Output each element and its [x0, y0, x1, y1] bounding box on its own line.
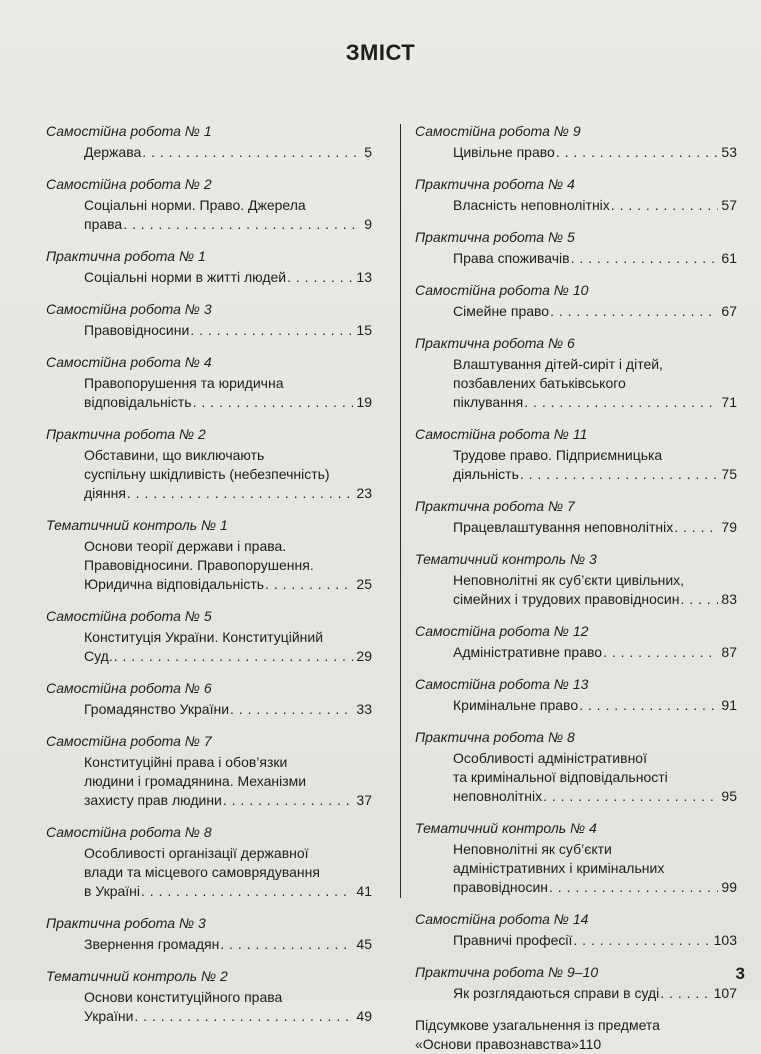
toc-entry-title-line: неповнолітніх [453, 788, 543, 804]
toc-section [415, 281, 737, 321]
toc-section-header: Практична робота № 2 [46, 426, 206, 442]
toc-entry [453, 143, 737, 162]
toc-section [415, 1016, 737, 1054]
toc-section-header: Самостійна робота № 14 [415, 911, 589, 927]
toc-entry-title-line: суспільну шкідливість (небезпечність) [84, 466, 330, 482]
toc-entry-last-line [453, 696, 737, 715]
toc-entry-last-line [453, 302, 737, 321]
dot-leader [223, 791, 354, 810]
toc-entry-title-line: відповідальність [84, 394, 192, 410]
toc-entry-title-line: Суд. [84, 648, 113, 664]
toc-entry-title-line: Трудове право. Підприємницька [453, 447, 663, 463]
dot-leader [573, 931, 710, 950]
toc-entry-last-line [84, 321, 372, 340]
page-title: ЗМІСТ [345, 40, 416, 65]
toc-section [46, 823, 372, 901]
toc-page-number: 5 [364, 144, 372, 160]
dot-leader [550, 302, 718, 321]
dot-leader [134, 1007, 353, 1026]
toc-entry [84, 143, 372, 162]
toc-page-number: 37 [356, 792, 372, 808]
toc-entry-last-line [453, 393, 737, 412]
toc-page-number: 67 [721, 303, 737, 319]
toc-entry-title-line: права [84, 216, 123, 232]
toc-entry-title-line: України [84, 1008, 134, 1024]
toc-section-header: Самостійна робота № 7 [46, 733, 212, 749]
dot-leader [524, 393, 718, 412]
toc-right-column [415, 122, 737, 1052]
toc-entry-last-line [84, 484, 372, 503]
toc-entry-title-line: Цивільне право [453, 144, 555, 160]
toc-page-number: 103 [713, 932, 737, 948]
toc-section-header: Самостійна робота № 3 [46, 301, 212, 317]
toc-entry-title-line: Підсумкове узагальнення із предмета [415, 1017, 660, 1033]
toc-page-number: 49 [356, 1008, 372, 1024]
dot-leader [123, 215, 361, 234]
toc-page-number: 87 [721, 644, 737, 660]
toc-entry-title-line: Основи теорії держави і права. [84, 538, 287, 554]
toc-section [46, 300, 372, 340]
toc-page-number: 75 [721, 466, 737, 482]
toc-section-header: Практична робота № 1 [46, 248, 206, 264]
toc-section [415, 122, 737, 162]
toc-entry-last-line [84, 791, 372, 810]
toc-section-header: Практична робота № 5 [415, 229, 575, 245]
toc-entry-last-line [453, 984, 737, 1003]
toc-page-number: 15 [356, 322, 372, 338]
dot-leader [114, 647, 354, 666]
dot-leader [193, 393, 354, 412]
dot-leader [142, 143, 361, 162]
toc-entry-title-line: Особливості організації державної [84, 845, 309, 861]
toc-entry-title-line: Як розглядаються справи в суді [453, 985, 660, 1001]
toc-page-number: 29 [356, 648, 372, 664]
toc-entry-last-line [84, 268, 372, 287]
toc-entry-title-line: Неповнолітні як суб’єкти цивільних, [453, 572, 685, 588]
toc-entry [84, 844, 372, 901]
toc-entry-title-line: Працевлаштування неповнолітніх [453, 519, 674, 535]
toc-entry-last-line [84, 143, 372, 162]
toc-section [46, 122, 372, 162]
toc-entry-title-line: в Україні [84, 883, 141, 899]
toc-entry-last-line [453, 465, 737, 484]
toc-entry [84, 753, 372, 810]
toc-section-header: Самостійна робота № 13 [415, 676, 589, 692]
toc-entry-last-line [84, 1007, 372, 1026]
toc-section [415, 675, 737, 715]
toc-section-header: Тематичний контроль № 2 [46, 968, 228, 984]
toc-page-number: 61 [721, 250, 737, 266]
dot-leader [660, 984, 710, 1003]
toc-page-number: 33 [356, 701, 372, 717]
toc-left-column [46, 122, 372, 1024]
toc-entry-last-line [453, 196, 737, 215]
toc-section-header: Самостійна робота № 4 [46, 354, 212, 370]
dot-leader [265, 575, 353, 594]
toc-section-header: Практична робота № 9–10 [415, 964, 599, 980]
toc-section [46, 425, 372, 503]
toc-section [46, 175, 372, 234]
dot-leader [190, 321, 353, 340]
toc-entry [84, 628, 372, 666]
toc-entry-last-line [84, 935, 372, 954]
toc-page-number: 99 [721, 879, 737, 895]
toc-entry [84, 446, 372, 503]
toc-section-header: Практична робота № 4 [415, 176, 575, 192]
toc-section [415, 819, 737, 897]
toc-entry-title-line: правовідносин [453, 879, 549, 895]
toc-entry-title-line: піклування [453, 394, 524, 410]
toc-section-header: Самостійна робота № 12 [415, 623, 589, 639]
toc-entry [453, 696, 737, 715]
toc-section-header: Тематичний контроль № 4 [415, 820, 597, 836]
toc-page-number: 95 [721, 788, 737, 804]
toc-page-number: 107 [713, 985, 737, 1001]
column-divider [400, 124, 401, 898]
toc-entry-title-line: влади та місцевого самоврядування [84, 864, 320, 880]
toc-entry [453, 749, 737, 806]
toc-section [415, 497, 737, 537]
toc-section [415, 228, 737, 268]
toc-section [415, 175, 737, 215]
toc-entry-title-line: Громадянство України [84, 701, 230, 717]
toc-entry-title-line: людини і громадянина. Механізми [84, 773, 307, 789]
toc-page-number: 19 [356, 394, 372, 410]
toc-section-header: Самостійна робота № 8 [46, 824, 212, 840]
toc-page-number: 83 [721, 591, 737, 607]
toc-section [46, 679, 372, 719]
toc-entry [84, 196, 372, 234]
dot-leader [680, 590, 718, 609]
toc-entry [84, 700, 372, 719]
toc-entry [453, 355, 737, 412]
toc-page-number: 91 [721, 697, 737, 713]
toc-entry-last-line [453, 878, 737, 897]
toc-entry-title-line: діяльність [453, 466, 519, 482]
dot-leader [571, 249, 719, 268]
toc-entry [84, 374, 372, 412]
toc-entry-title-line: Правничі професії [453, 932, 573, 948]
toc-entry-title-line: Правопорушення та юридична [84, 375, 284, 391]
toc-page-number: 9 [364, 216, 372, 232]
toc-entry-title-line: «Основи правознавства» [415, 1036, 579, 1052]
toc-page-number: 110 [578, 1036, 602, 1052]
toc-section-header: Практична робота № 8 [415, 729, 575, 745]
dot-leader [556, 143, 719, 162]
toc-section [46, 914, 372, 954]
toc-entry-title-line: захисту прав людини [84, 792, 222, 808]
toc-entry-title-line: сімейних і трудових правовідносин [453, 591, 680, 607]
toc-section-header: Самостійна робота № 2 [46, 176, 212, 192]
toc-entry-title-line: Адміністративне право [453, 644, 603, 660]
toc-entry-last-line [84, 882, 372, 901]
toc-section [415, 425, 737, 484]
toc-entry-last-line [453, 249, 737, 268]
toc-section-header: Тематичний контроль № 1 [46, 517, 228, 533]
toc-page-number: 79 [721, 519, 737, 535]
toc-entry-last-line [453, 143, 737, 162]
toc-page-number: 25 [356, 576, 372, 592]
toc-entry-title-line: Особливості адміністративної [453, 750, 647, 766]
toc-entry [453, 249, 737, 268]
dot-leader [611, 196, 719, 215]
toc-page-number: 53 [721, 144, 737, 160]
toc-entry-last-line [84, 393, 372, 412]
toc-entry [415, 1016, 737, 1054]
toc-entry-title-line: Обставини, що виключають [84, 447, 265, 463]
toc-entry-title-line: Юридична відповідальність [84, 576, 265, 592]
toc-entry [453, 518, 737, 537]
dot-leader [230, 700, 353, 719]
toc-section [46, 732, 372, 810]
toc-entry-title-line: Власність неповнолітніх [453, 197, 610, 213]
toc-section [415, 963, 737, 1003]
toc-entry-last-line [453, 931, 737, 950]
toc-entry [453, 643, 737, 662]
toc-entry-title-line: Правовідносини. Правопорушення. [84, 557, 314, 573]
toc-page-number: 57 [721, 197, 737, 213]
toc-entry-title-line: Сімейне право [453, 303, 550, 319]
toc-entry-title-line: Правовідносини [84, 322, 190, 338]
toc-entry-title-line: адміністративних і кримінальних [453, 860, 665, 876]
toc-entry-title-line: Конституційні права і обов’язки [84, 754, 288, 770]
dot-leader [549, 878, 718, 897]
toc-entry [453, 931, 737, 950]
toc-page-number: 41 [356, 883, 372, 899]
toc-entry-last-line [84, 700, 372, 719]
toc-entry-title-line: Конституція України. Конституційний [84, 629, 324, 645]
toc-section [415, 622, 737, 662]
toc-section [415, 910, 737, 950]
toc-entry [453, 840, 737, 897]
toc-entry-title-line: Соціальні норми в житті людей [84, 269, 287, 285]
toc-section [46, 967, 372, 1026]
dot-leader [603, 643, 718, 662]
toc-entry-last-line [453, 787, 737, 806]
toc-section [415, 334, 737, 412]
toc-section-header: Самостійна робота № 6 [46, 680, 212, 696]
toc-entry [84, 321, 372, 340]
toc-section-header: Самостійна робота № 11 [415, 426, 588, 442]
toc-entry [453, 446, 737, 484]
toc-entry [84, 988, 372, 1026]
toc-entry-last-line [415, 1035, 737, 1054]
toc-entry [84, 537, 372, 594]
toc-entry-last-line [453, 643, 737, 662]
toc-section-header: Тематичний контроль № 3 [415, 551, 597, 567]
toc-entry-last-line [84, 215, 372, 234]
toc-section-header: Самостійна робота № 1 [46, 123, 212, 139]
toc-entry-title-line: Кримінальне право [453, 697, 579, 713]
toc-entry-title-line: діяння [84, 485, 126, 501]
toc-entry-title-line: Звернення громадян [84, 936, 220, 952]
toc-entry-title-line: та кримінальної відповідальності [453, 769, 668, 785]
toc-section-header: Практична робота № 3 [46, 915, 206, 931]
toc-page-number: 13 [356, 269, 372, 285]
toc-section [46, 607, 372, 666]
toc-section-header: Самостійна робота № 9 [415, 123, 581, 139]
toc-entry-last-line [84, 647, 372, 666]
page-number: 3 [735, 964, 745, 983]
dot-leader [220, 935, 353, 954]
toc-entry-title-line: Права споживачів [453, 250, 570, 266]
toc-page-number: 23 [356, 485, 372, 501]
toc-page-number: 45 [356, 936, 372, 952]
dot-leader [579, 696, 718, 715]
toc-section-header: Самостійна робота № 10 [415, 282, 589, 298]
toc-section-header: Самостійна робота № 5 [46, 608, 212, 624]
toc-section-header: Практична робота № 6 [415, 335, 575, 351]
toc-entry [453, 984, 737, 1003]
toc-entry [453, 302, 737, 321]
toc-section [415, 728, 737, 806]
toc-section-header: Практична робота № 7 [415, 498, 575, 514]
toc-entry [453, 571, 737, 609]
toc-entry-title-line: Соціальні норми. Право. Джерела [84, 197, 306, 213]
toc-entry-title-line: Влаштування дітей-сиріт і дітей, [453, 356, 663, 372]
toc-entry [453, 196, 737, 215]
dot-leader [520, 465, 719, 484]
dot-leader [674, 518, 718, 537]
toc-entry-title-line: Неповнолітні як суб’єкти [453, 841, 612, 857]
toc-entry-title-line: Держава [84, 144, 142, 160]
dot-leader [543, 787, 718, 806]
toc-page-number: 71 [721, 394, 737, 410]
toc-section [415, 550, 737, 609]
dot-leader [141, 882, 353, 901]
toc-section [46, 247, 372, 287]
toc-entry [84, 935, 372, 954]
toc-entry [84, 268, 372, 287]
toc-entry-title-line: позбавлених батьківського [453, 375, 626, 391]
toc-section [46, 353, 372, 412]
dot-leader [287, 268, 353, 287]
toc-entry-last-line [84, 575, 372, 594]
dot-leader [127, 484, 354, 503]
toc-entry-last-line [453, 518, 737, 537]
toc-entry-title-line: Основи конституційного права [84, 989, 283, 1005]
toc-entry-last-line [453, 590, 737, 609]
toc-section [46, 516, 372, 594]
